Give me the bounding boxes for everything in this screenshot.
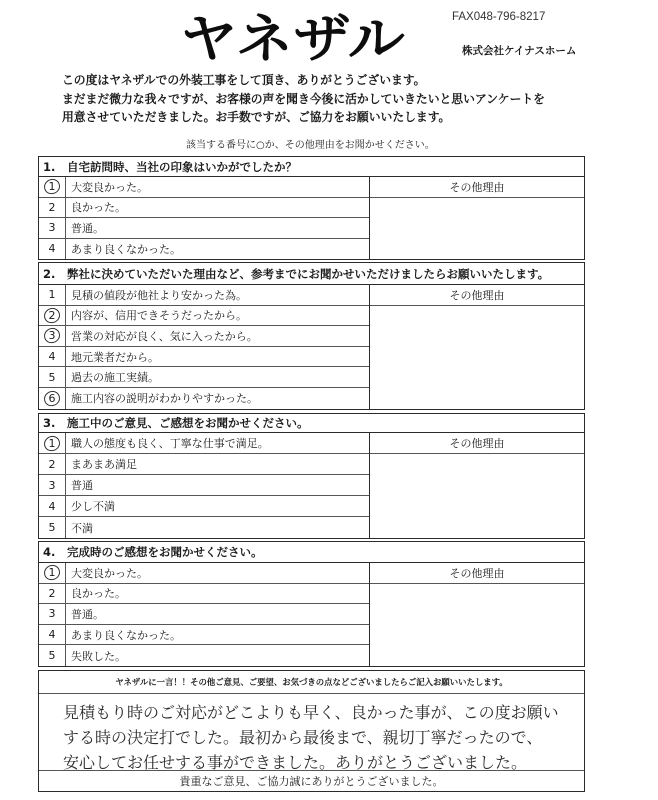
option-number-cell bbox=[39, 563, 66, 583]
option-number-cell bbox=[39, 517, 66, 538]
option-number: 5 bbox=[48, 370, 56, 384]
intro-line: この度はヤネザルでの外装工事をして頂き、ありがとうございます。 bbox=[62, 73, 426, 87]
option-number: 3 bbox=[48, 478, 56, 492]
question-section-1 bbox=[38, 156, 585, 260]
option-row bbox=[39, 306, 369, 327]
selection-circle bbox=[43, 306, 62, 324]
option-text: 普通 bbox=[71, 479, 93, 492]
option-text: 普通。 bbox=[71, 607, 104, 621]
section-number: 2. bbox=[43, 266, 56, 281]
option-number-cell bbox=[39, 326, 66, 346]
company-name: 株式会社ケイナスホーム bbox=[462, 45, 577, 57]
option-number: 4 bbox=[48, 242, 56, 256]
option-number: 5 bbox=[48, 521, 56, 534]
option-text: 不満 bbox=[71, 521, 93, 535]
option-text: 過去の施工実績。 bbox=[71, 371, 159, 385]
comments-prompt: ヤネザルに一言！！その他ご意見、ご要望、お気づきの点などございましたらご記入お願いいたします。 bbox=[39, 671, 584, 694]
handwritten-line: 安心してお任せする事ができました。ありがとうございました。 bbox=[63, 753, 528, 770]
option-text: 失敗した。 bbox=[71, 649, 126, 663]
option-row bbox=[39, 475, 369, 496]
handwritten-comment bbox=[39, 694, 584, 770]
selection-circle bbox=[43, 389, 62, 407]
option-number-cell bbox=[39, 306, 66, 326]
option-row bbox=[39, 347, 369, 368]
question-section-3 bbox=[38, 413, 585, 539]
option-number-cell bbox=[39, 604, 66, 624]
option-text: 良かった。 bbox=[71, 201, 126, 215]
option-row bbox=[39, 285, 369, 306]
option-text: 見積の値段が他社より安かった為。 bbox=[71, 288, 247, 302]
options-column bbox=[39, 177, 370, 259]
question-section-4 bbox=[38, 541, 585, 667]
option-number-cell bbox=[39, 367, 66, 387]
option-text: 営業の対応が良く、気に入ったから。 bbox=[71, 329, 258, 343]
option-text: 内容が、信用できそうだったから。 bbox=[71, 309, 247, 323]
section-number: 3. bbox=[43, 416, 56, 430]
other-reason-label: その他理由 bbox=[370, 433, 584, 454]
selection-circle bbox=[43, 564, 62, 582]
option-row bbox=[39, 388, 369, 409]
option-row bbox=[39, 563, 369, 584]
option-number: 6 bbox=[48, 391, 56, 405]
option-number-cell bbox=[39, 454, 66, 474]
option-text: 職人の態度も良く、丁寧な仕事で満足。 bbox=[71, 437, 269, 450]
option-number: 2 bbox=[48, 457, 56, 471]
intro-line: まだまだ微力な我々ですが、お客様の声を聞き今後に活かしていきたいと思いアンケートを bbox=[62, 91, 545, 106]
option-number-cell bbox=[39, 218, 66, 238]
option-row bbox=[39, 239, 369, 260]
option-number-cell bbox=[39, 198, 66, 218]
handwritten-line: 見積もり時のご対応がどこよりも早く、良かった事が、この度お願い bbox=[63, 703, 559, 722]
other-reason-label: その他理由 bbox=[370, 177, 584, 198]
option-text: あまり良くなかった。 bbox=[71, 628, 181, 642]
option-text: 大変良かった。 bbox=[71, 180, 148, 194]
other-reason-column bbox=[370, 563, 584, 666]
option-number: 1 bbox=[48, 288, 56, 302]
option-number-cell bbox=[39, 285, 66, 305]
comments-box bbox=[38, 670, 585, 792]
option-number-cell bbox=[39, 584, 66, 604]
instruction-text: 該当する番号に○か、その他理由をお聞かせください。 bbox=[186, 140, 435, 151]
options-column bbox=[39, 433, 370, 538]
option-number: 1 bbox=[48, 180, 56, 194]
option-text: 地元業者だから。 bbox=[71, 350, 159, 364]
other-reason-column bbox=[370, 433, 584, 538]
fax-number: FAX048-796-8217 bbox=[452, 11, 546, 23]
other-reason-area bbox=[370, 454, 584, 538]
option-row bbox=[39, 496, 369, 517]
option-row bbox=[39, 326, 369, 347]
section-title: 弊社に決めていただいた理由など、参考までにお聞かせいただけましたらお願いいたします。 bbox=[67, 266, 550, 281]
option-row bbox=[39, 604, 369, 625]
other-reason-column bbox=[370, 177, 584, 259]
option-row bbox=[39, 367, 369, 388]
option-number: 2 bbox=[48, 308, 56, 322]
option-number: 4 bbox=[48, 350, 56, 364]
option-text: 施工内容の説明がわかりやすかった。 bbox=[71, 392, 258, 406]
other-reason-label: その他理由 bbox=[370, 285, 584, 306]
selection-circle bbox=[43, 178, 62, 196]
option-text: あまり良くなかった。 bbox=[71, 242, 181, 256]
options-column bbox=[39, 285, 370, 409]
option-number-cell bbox=[39, 433, 66, 453]
option-number: 3 bbox=[48, 221, 56, 235]
option-row bbox=[39, 517, 369, 538]
section-title: 自宅訪問時、当社の印象はいかがでしたか？ bbox=[67, 159, 297, 174]
option-number-cell bbox=[39, 475, 66, 495]
question-section-2 bbox=[38, 262, 585, 410]
option-row bbox=[39, 433, 369, 454]
section-number: 4. bbox=[43, 545, 56, 559]
section-header bbox=[39, 157, 584, 177]
option-row bbox=[39, 625, 369, 646]
option-row bbox=[39, 584, 369, 605]
intro-text bbox=[62, 71, 545, 127]
selection-circle bbox=[43, 434, 62, 452]
intro-line: 用意させていただきました。お手数ですが、ご協力をお願いいたします。 bbox=[62, 110, 451, 124]
option-number: 3 bbox=[48, 329, 56, 343]
option-number-cell bbox=[39, 496, 66, 516]
option-number-cell bbox=[39, 388, 66, 409]
option-text: 普通。 bbox=[71, 221, 104, 235]
option-number: 4 bbox=[48, 628, 56, 642]
option-text: 大変良かった。 bbox=[71, 566, 148, 580]
option-row bbox=[39, 198, 369, 219]
options-column bbox=[39, 563, 370, 666]
option-number-cell bbox=[39, 645, 66, 666]
other-reason-label: その他理由 bbox=[370, 563, 584, 584]
other-reason-area bbox=[370, 584, 584, 666]
option-number-cell bbox=[39, 239, 66, 260]
option-number: 4 bbox=[48, 499, 56, 513]
other-reason-area bbox=[370, 198, 584, 260]
thank-you-footer: 貴重なご意見、ご協力誠にありがとうございました。 bbox=[39, 770, 584, 791]
handwritten-line: する時の決定打でした。最初から最後まで、親切丁寧だったので、 bbox=[63, 728, 543, 747]
other-reason-area bbox=[370, 306, 584, 409]
option-row bbox=[39, 454, 369, 475]
section-header bbox=[39, 542, 584, 563]
option-text: まあまあ満足 bbox=[71, 458, 137, 471]
option-number-cell bbox=[39, 347, 66, 367]
option-row bbox=[39, 177, 369, 198]
option-number-cell bbox=[39, 625, 66, 645]
option-text: 良かった。 bbox=[71, 587, 126, 601]
section-header bbox=[39, 414, 584, 433]
section-number: 1. bbox=[43, 159, 56, 174]
option-number-cell bbox=[39, 177, 66, 197]
option-row bbox=[39, 645, 369, 666]
option-number: 1 bbox=[48, 566, 56, 580]
option-text: 少し不満 bbox=[71, 500, 115, 513]
section-title: 施工中のご意見、ご感想をお聞かせください。 bbox=[67, 416, 309, 430]
logo-wordmark: ヤネザル bbox=[180, 10, 405, 70]
option-number: 2 bbox=[48, 586, 56, 600]
option-row bbox=[39, 218, 369, 239]
option-number: 5 bbox=[48, 649, 56, 663]
section-title: 完成時のご感想をお聞かせください。 bbox=[67, 545, 263, 559]
option-number: 1 bbox=[48, 436, 56, 450]
option-number: 3 bbox=[48, 607, 56, 621]
other-reason-column bbox=[370, 285, 584, 409]
selection-circle bbox=[43, 327, 62, 345]
section-header bbox=[39, 263, 584, 285]
option-number: 2 bbox=[48, 200, 56, 214]
